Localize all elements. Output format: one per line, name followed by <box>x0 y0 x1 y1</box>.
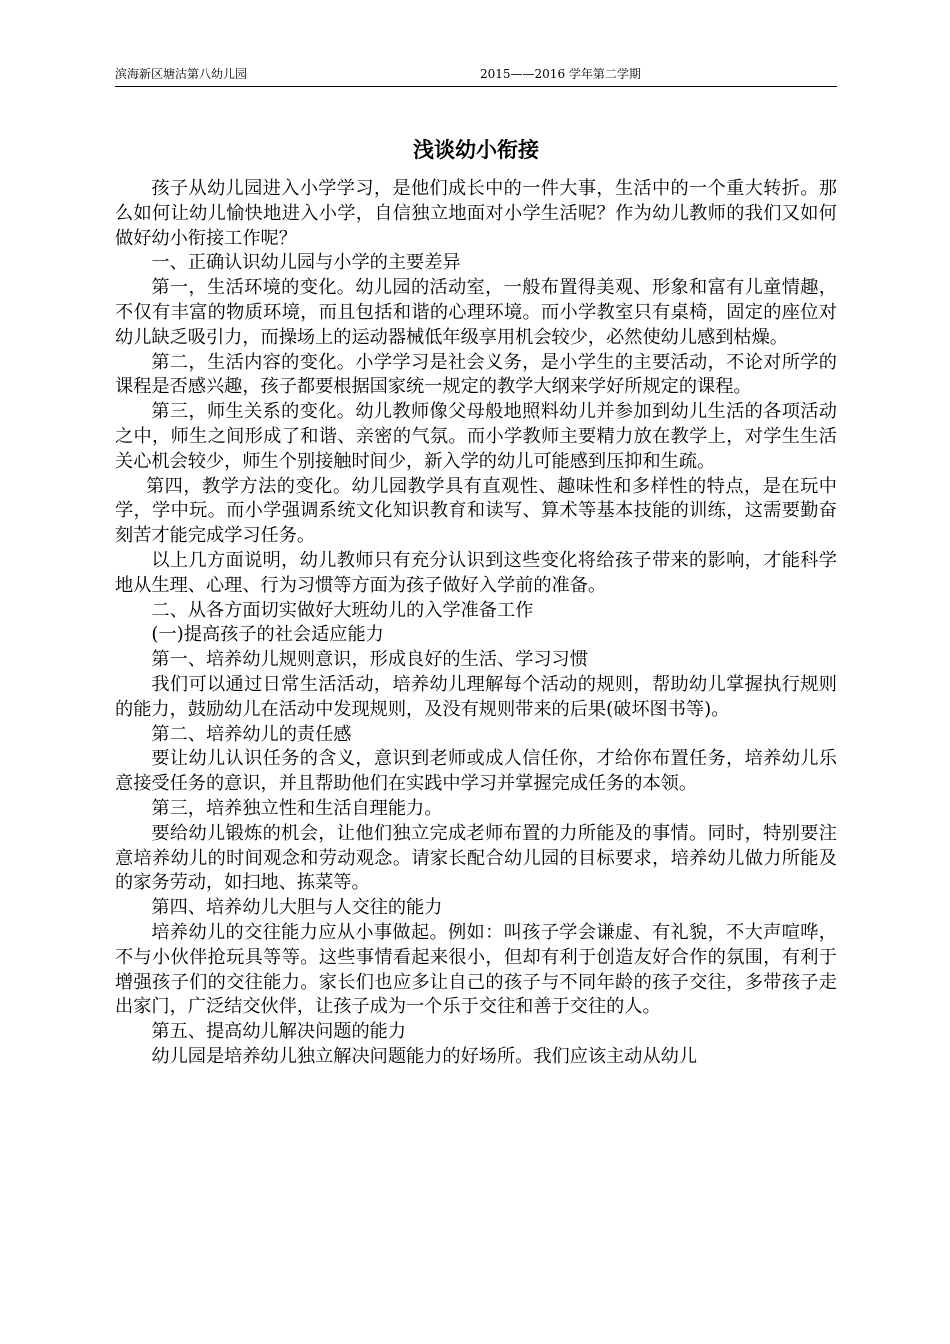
paragraph-content: 第二，生活内容的变化。小学学习是社会义务，是小学生的主要活动，不论对所学的课程是否感兴趣，孩子都要根据国家统一规定的教学大纲来学好所规定的课程。 <box>115 351 837 398</box>
item-heading-responsibility: 第二、培养幼儿的责任感 <box>151 723 352 745</box>
paragraph-independence: 要给幼儿锻炼的机会，让他们独立完成老师布置的力所能及的事情。同时，特别要注意培养幼儿的时间观念和劳动观念。请家长配合幼儿园的目标要求，培养幼儿做力所能及的家务劳动，如扫地、拣菜等。 <box>115 822 837 894</box>
paragraph-environment: 第一，生活环境的变化。幼儿园的活动室，一般布置得美观、形象和富有儿童情趣，不仅有丰富的物质环境，而且包括和谐的心理环境。而小学教室只有桌椅，固定的座位对幼儿缺乏吸引力，而操场上的运动器械低年级享用机会较少，必然使幼儿感到枯燥。 <box>115 277 837 348</box>
paragraph-intro: 孩子从幼儿园进入小学学习，是他们成长中的一件大事，生活中的一个重大转折。那么如何让幼儿愉快地进入小学，自信独立地面对小学生活呢？作为幼儿教师的我们又如何做好幼小衔接工作呢？ <box>115 178 837 249</box>
header-term: 2015——2016 学年第二学期 <box>480 67 641 81</box>
item-heading-rules: 第一、培养幼儿规则意识，形成良好的生活、学习习惯 <box>151 649 588 671</box>
paragraph-summary: 以上几方面说明，幼儿教师只有充分认识到这些变化将给孩子带来的影响，才能科学地从生理、心理、行为习惯等方面为孩子做好入学前的准备。 <box>115 549 837 596</box>
paragraph-problem-solving: 幼儿园是培养幼儿独立解决问题能力的好场所。我们应该主动从幼儿 <box>151 1045 698 1067</box>
paragraph-rules: 我们可以通过日常生活活动，培养幼儿理解每个活动的规则，帮助幼儿掌握执行规则的能力，鼓励幼儿在活动中发现规则，及没有规则带来的后果(破坏图书等)。 <box>115 673 837 720</box>
section-heading-1: 一、正确认识幼儿园与小学的主要差异 <box>151 252 461 274</box>
paragraph-relationship: 第三，师生关系的变化。幼儿教师像父母般地照料幼儿并参加到幼儿生活的各项活动之中，师生之间形成了和谐、亲密的气氛。而小学教师主要精力放在教学上，对学生生活关心机会较少，师生个别接触时间少，新入学的幼儿可能感到压抑和生疏。 <box>115 401 837 472</box>
document-title: 浅谈幼小衔接 <box>413 137 539 162</box>
document-body <box>115 177 837 1070</box>
subsection-heading-1: (一)提高孩子的社会适应能力 <box>151 624 384 646</box>
item-heading-communication: 第四、培养幼儿大胆与人交往的能力 <box>151 897 443 919</box>
item-heading-problem-solving: 第五、提高幼儿解决问题的能力 <box>151 1021 407 1043</box>
paragraph-responsibility: 要让幼儿认识任务的含义，意识到老师或成人信任你，才给你布置任务，培养幼儿乐意接受任务的意识，并且帮助他们在实践中学习并掌握完成任务的本领。 <box>115 748 837 795</box>
page-header <box>115 66 837 87</box>
paragraph-communication: 培养幼儿的交往能力应从小事做起。例如：叫孩子学会谦虚、有礼貌，不大声喧哗，不与小伙伴抢玩具等等。这些事情看起来很小，但却有利于创造友好合作的氛围，有利于增强孩子们的交往能力。家长们也应多让自己的孩子与不同年龄的孩子交往，多带孩子走出家门，广泛结交伙伴，让孩子成为一个乐于交往和善于交往的人。 <box>115 921 837 1018</box>
paragraph-teaching-method: 第四，教学方法的变化。幼儿园教学具有直观性、趣味性和多样性的特点，是在玩中学，学中玩。而小学强调系统文化知识教育和读写、算术等基本技能的训练，这需要勤奋刻苦才能完成学习任务。 <box>115 475 837 547</box>
section-heading-2: 二、从各方面切实做好大班幼儿的入学准备工作 <box>151 599 534 621</box>
item-heading-independence: 第三，培养独立性和生活自理能力。 <box>151 797 443 819</box>
header-school-name: 滨海新区塘沽第八幼儿园 <box>115 67 248 81</box>
